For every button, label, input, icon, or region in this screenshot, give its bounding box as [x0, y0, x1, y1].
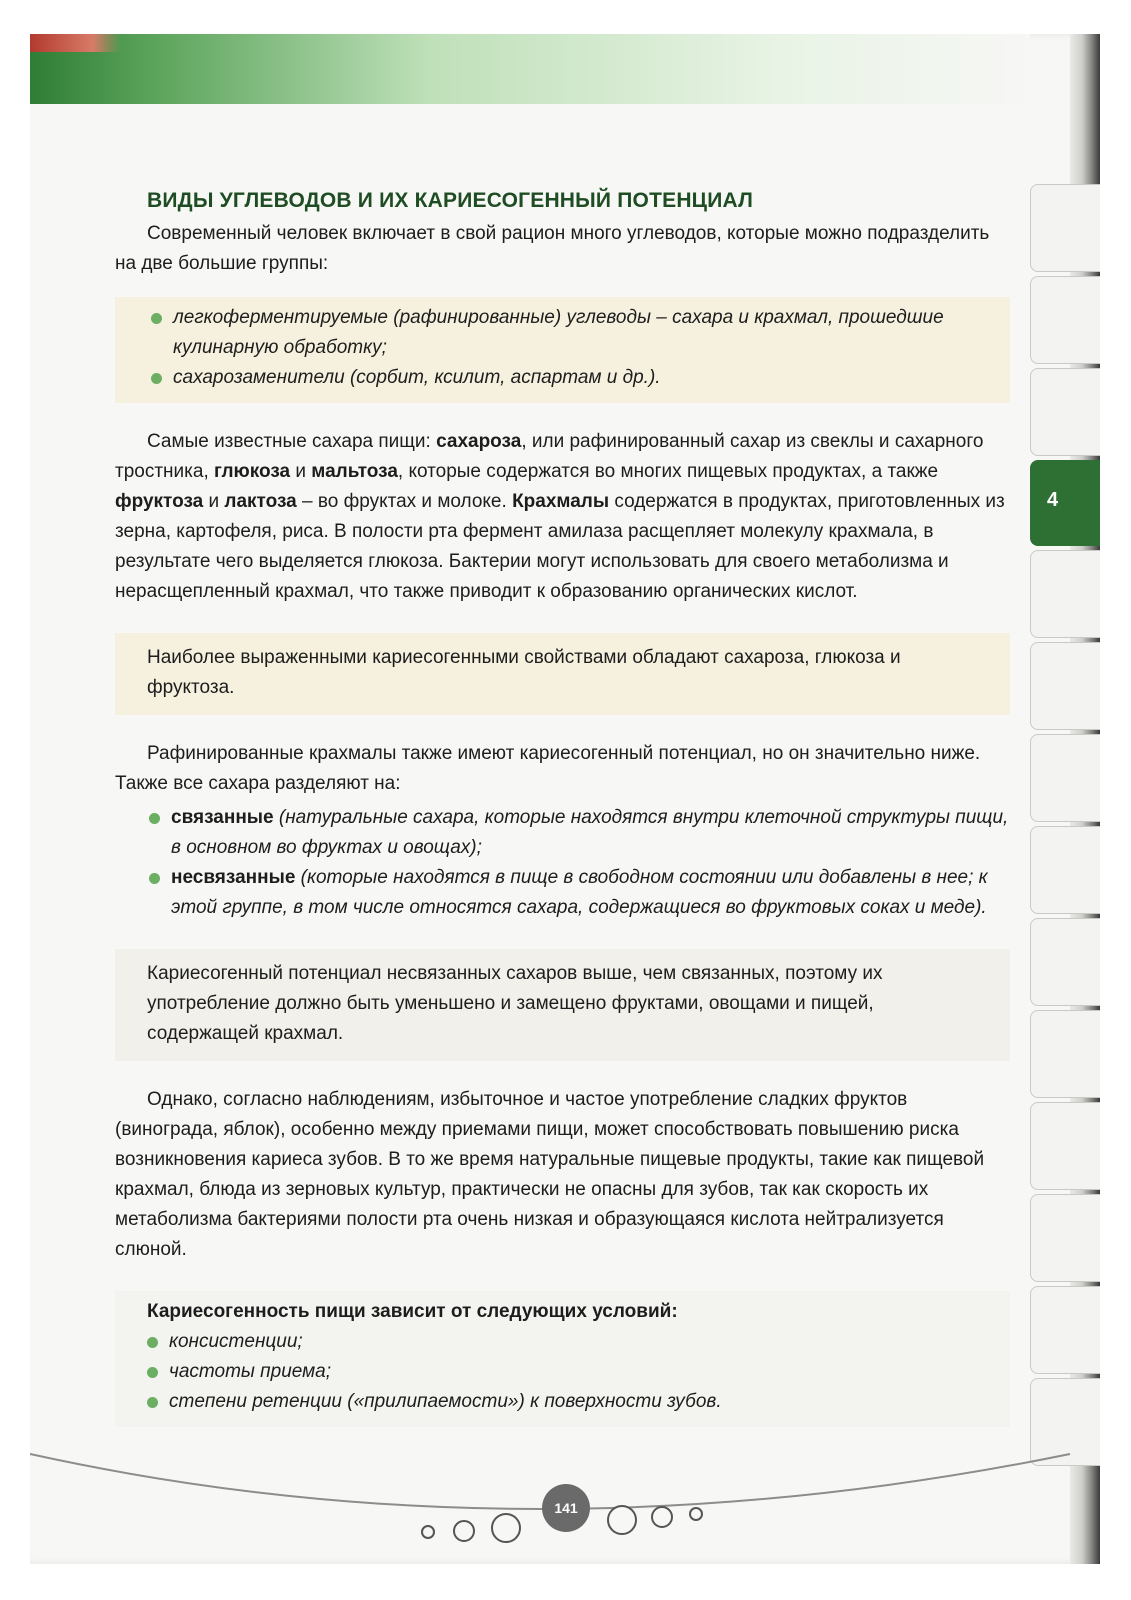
sugar-types-list [115, 803, 1010, 923]
conditions-box [115, 1291, 1010, 1427]
highlight-box [115, 633, 1010, 715]
chapter-tab [1030, 918, 1100, 1006]
bullet-dot-icon [149, 873, 160, 884]
highlight-text: Кариесогенный потенциал несвязанных сахаров выше, чем связанных, поэтому их употребление должно быть уменьшено и замещено фруктами, овощами и пищей, содержащей крахмал. [147, 963, 883, 1044]
fruits-paragraph: Однако, согласно наблюдениям, избыточное и частое употребление сладких фруктов (винограда, яблок), особенно между приемами пищи, может способствовать повышению риска возникновения кариеса зубов. В то же время натуральные пищевые продукты, такие как пищевой крахмал, блюда из зерновых культур, практически не опасны для зубов, так как скорость их метаболизма бактериями полости рта очень низкая и образующаяся кислота нейтрализуется слюной. [115, 1089, 985, 1260]
list-item: степени ретенции («прилипаемости») к поверхности зубов. [147, 1387, 980, 1417]
section-title: ВИДЫ УГЛЕВОДОВ И ИХ КАРИЕСОГЕННЫЙ ПОТЕНЦИАЛ [147, 189, 754, 212]
sugars-paragraph: Самые известные сахара пищи: сахароза, или рафинированный сахар из свеклы и сахарного тростника, глюкоза и мальтоза, которые содержатся во многих пищевых продуктах, а также фруктоза и лактоза – во фруктах и молоке. Крахмалы содержатся в продуктах, приготовленных из зерна, картофеля, риса. В полости рта фермент амилаза расщепляет молекулу крахмала, в результате чего выделяется глюкоза. Бактерии могут использовать для своего метаболизма и нерасщепленный крахмал, что также приводит к образованию органических кислот. [115, 431, 1005, 602]
chapter-tab [1030, 734, 1100, 822]
bullet-dot-icon [151, 313, 162, 324]
chapter-tab [1030, 368, 1100, 456]
bullet-dot-icon [149, 813, 160, 824]
bullet-dot-icon [151, 373, 162, 384]
highlight-box [115, 949, 1010, 1061]
page-content [115, 189, 1010, 1451]
starch-paragraph: Рафинированные крахмалы также имеют кариесогенный потенциал, но он значительно ниже. Также все сахара разделяют на: [115, 743, 981, 794]
bullet-dot-icon [147, 1367, 158, 1378]
chapter-tab-active: 4 [1030, 460, 1100, 546]
list-item: консистенции; [147, 1327, 980, 1357]
chapter-tabs [1030, 184, 1100, 1470]
conditions-title: Кариесогенность пищи зависит от следующих условий: [147, 1301, 678, 1322]
chapter-tab [1030, 276, 1100, 364]
list-item: легкоферментируемые (рафинированные) углеводы – сахара и крахмал, прошедшие кулинарную обработку; [151, 303, 980, 363]
page-footer [30, 1434, 1100, 1564]
chapter-tab [1030, 1194, 1100, 1282]
book-page [30, 34, 1100, 1564]
chapter-tab [1030, 642, 1100, 730]
header-band [30, 34, 1030, 104]
chapter-tab [1030, 550, 1100, 638]
highlight-text: Наиболее выраженными кариесогенными свойствами обладают сахароза, глюкоза и фруктоза. [147, 647, 901, 698]
carb-groups-box [115, 297, 1010, 403]
page-number: 141 [542, 1484, 590, 1532]
chapter-tab [1030, 1286, 1100, 1374]
intro-paragraph: Современный человек включает в свой рацион много углеводов, которые можно подразделить на две большие группы: [115, 223, 990, 274]
chapter-tab [1030, 184, 1100, 272]
chapter-tab [1030, 826, 1100, 914]
chapter-tab [1030, 1010, 1100, 1098]
list-item: сахарозаменители (сорбит, ксилит, аспартам и др.). [151, 363, 980, 393]
chapter-tab [1030, 1102, 1100, 1190]
list-item: несвязанные (которые находятся в пище в свободном состоянии или добавлены в нее; к этой группе, в том числе относятся сахара, содержащиеся во фруктовых соках и меде). [149, 863, 1010, 923]
list-item: связанные (натуральные сахара, которые находятся внутри клеточной структуры пищи, в основном во фруктах и овощах); [149, 803, 1010, 863]
bullet-dot-icon [147, 1397, 158, 1408]
header-corner-decoration [30, 34, 120, 52]
bullet-dot-icon [147, 1337, 158, 1348]
list-item: частоты приема; [147, 1357, 980, 1387]
